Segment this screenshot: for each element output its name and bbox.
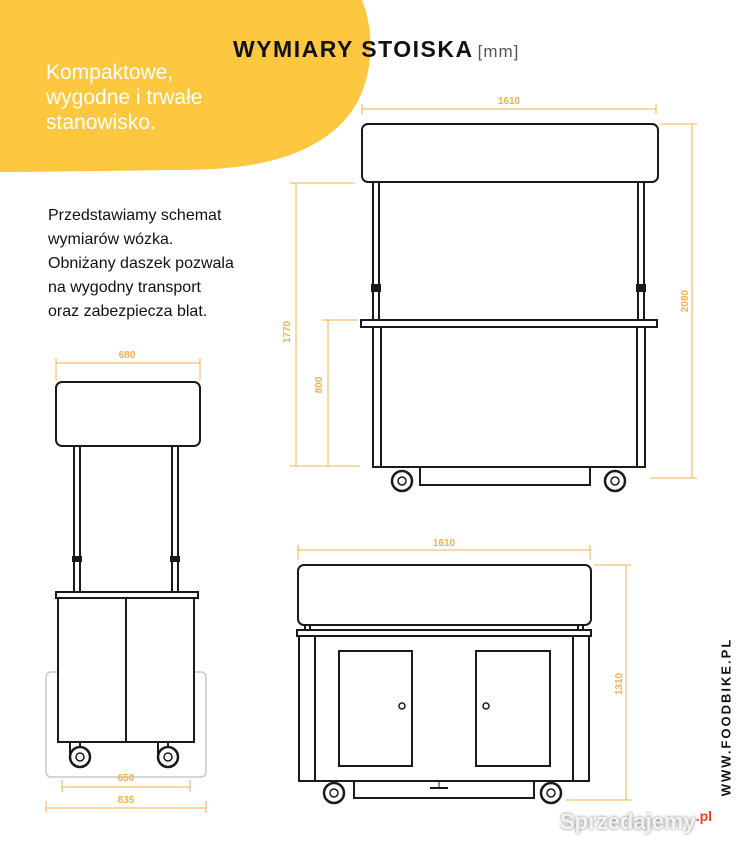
side-post-left <box>74 446 80 592</box>
tagline-line: wygodne i trwałe <box>46 86 203 109</box>
back-view <box>297 565 591 798</box>
brand-url <box>716 632 736 802</box>
side-post-right <box>172 446 178 592</box>
side-roof <box>56 382 200 446</box>
front-counter <box>361 320 657 327</box>
dim-back-width: 1610 <box>432 538 456 549</box>
front-post-right <box>638 182 644 320</box>
tagline-line: stanowisko. <box>46 111 156 134</box>
title-unit: [mm] <box>477 42 520 61</box>
dim-front-height-lowered: 1770 <box>282 320 293 344</box>
back-roof <box>298 565 591 625</box>
description-line: oraz zabezpiecza blat. <box>48 303 208 320</box>
dim-counter-height: 800 <box>314 376 325 394</box>
watermark-text: Sprzedajemy <box>560 809 696 834</box>
front-wheel-right <box>605 471 625 491</box>
back-wheel-left <box>324 783 344 803</box>
description-line: wymiarów wózka. <box>48 231 174 248</box>
watermark-suffix: .pl <box>695 808 713 824</box>
side-wheel-right <box>158 747 178 767</box>
front-body <box>373 327 645 467</box>
description-line: Obniżany daszek pozwala <box>48 255 234 272</box>
dim-front-height-total: 2080 <box>680 289 691 313</box>
back-wheel-right <box>541 783 561 803</box>
front-storage <box>420 467 590 485</box>
side-view <box>46 382 206 777</box>
description-line: na wygodny transport <box>48 279 201 296</box>
dim-side-roof-width: 680 <box>118 350 136 361</box>
back-drawer <box>354 781 534 798</box>
watermark <box>560 808 712 835</box>
side-wheel-left <box>70 747 90 767</box>
brand-text: WWW.FOODBIKE.PL <box>718 637 734 797</box>
front-roof <box>362 124 658 182</box>
title-text: WYMIARY STOISKA <box>233 36 474 62</box>
tagline-line: Kompaktowe, <box>46 61 174 84</box>
description-line: Przedstawiamy schemat <box>48 207 222 224</box>
dim-front-width: 1610 <box>497 96 521 107</box>
dim-back-height: 1310 <box>614 672 625 696</box>
dim-side-body-width: 650 <box>117 773 135 784</box>
front-post-left <box>373 182 379 320</box>
front-view <box>361 124 658 485</box>
front-wheel-left <box>392 471 412 491</box>
dim-side-overall-width: 835 <box>117 795 135 806</box>
